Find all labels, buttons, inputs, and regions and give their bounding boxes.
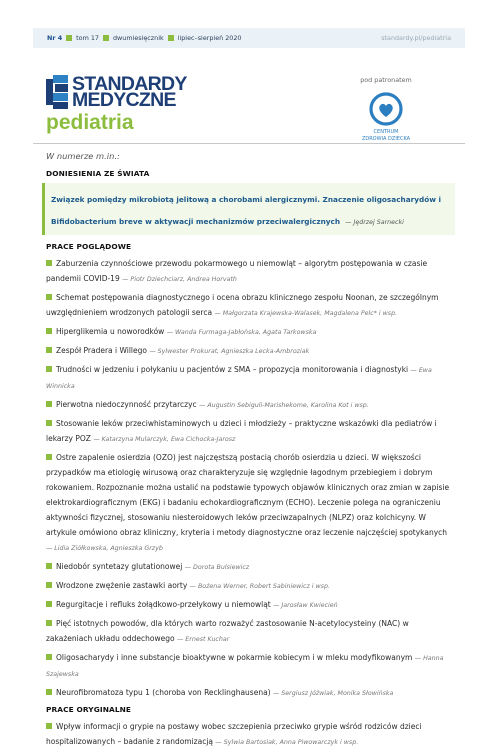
article-item[interactable] bbox=[46, 597, 450, 613]
article-authors: — Sergiusz Jóźwiak, Monika Słowińska bbox=[273, 690, 394, 697]
article-item[interactable] bbox=[46, 559, 450, 575]
square-bullet-icon bbox=[46, 620, 52, 626]
square-bullet-icon bbox=[46, 654, 52, 660]
featured-article-title[interactable]: Związek pomiędzy mikrobiotą jelitową a chorobami alergicznymi. Znaczenie oligosacharydów i Bifidobacterium breve w aktywacji mechanizmów przeciwalergicznych bbox=[51, 195, 442, 226]
article-authors: — Sylwia Bartosiak, Anna Piwowarczyk i wsp. bbox=[215, 739, 359, 746]
article-authors: — Ernest Kuchar bbox=[177, 636, 230, 643]
issue-frequency: dwumiesięcznik bbox=[112, 34, 164, 42]
square-bullet-icon bbox=[46, 260, 52, 266]
article-title[interactable]: Regurgitacje i refluks żołądkowo-przełykowy u niemowląt bbox=[56, 600, 271, 609]
patronage-block bbox=[354, 76, 418, 143]
patron-org-line-2: ZDROWIA DZIECKA bbox=[361, 136, 411, 142]
article-item[interactable] bbox=[46, 685, 450, 701]
article-title[interactable]: Zaburzenia czynnościowe przewodu pokarmowego u niemowląt – algorytm postępowania w czasie pandemii COVID-19 bbox=[46, 259, 428, 283]
article-title[interactable]: Neurofibromatoza typu 1 (choroba von Recklinghausena) bbox=[56, 688, 271, 697]
issue-meta bbox=[47, 34, 242, 42]
issue-number: Nr 4 bbox=[47, 34, 63, 42]
square-bullet-icon bbox=[46, 582, 52, 588]
publication-section-title: pediatria bbox=[46, 111, 134, 134]
article-title[interactable]: Niedobór syntetazy glutationowej bbox=[56, 562, 183, 571]
article-authors: — Lidia Ziółkowska, Agnieszka Grzyb bbox=[46, 545, 163, 552]
logo-line-2: MEDYCZNE bbox=[72, 89, 176, 111]
issue-date: lipiec–sierpień 2020 bbox=[177, 34, 242, 42]
article-title[interactable]: Hiperglikemia u noworodków bbox=[56, 327, 165, 336]
article-authors: — Bożena Werner, Robert Sabiniewicz i wsp. bbox=[189, 583, 330, 590]
featured-article-author: — Jędrzej Sarnecki bbox=[345, 218, 404, 226]
standardy-medyczne-logo bbox=[46, 74, 187, 110]
issue-info-bar bbox=[33, 28, 465, 48]
article-item[interactable] bbox=[46, 290, 450, 321]
issue-contents bbox=[46, 151, 450, 753]
patron-org-line-1: CENTRUM bbox=[373, 129, 399, 135]
article-title[interactable]: Zespół Pradera i Willego bbox=[56, 346, 147, 355]
square-bullet-icon bbox=[66, 35, 72, 41]
divider bbox=[33, 143, 465, 144]
article-title[interactable]: Wrodzone zwężenie zastawki aorty bbox=[56, 581, 188, 590]
article-title[interactable]: Stosowanie leków przeciwhistaminowych u dzieci i młodzieży – praktyczne wskazówki dla pediatrów i lekarzy POZ bbox=[46, 419, 437, 443]
article-authors: — Katarzyna Mularczyk, Ewa Cichocka-Jarosz bbox=[93, 436, 236, 443]
square-bullet-icon bbox=[46, 294, 52, 300]
square-bullet-icon bbox=[46, 420, 52, 426]
featured-article[interactable] bbox=[42, 183, 455, 235]
logo-mark-icon bbox=[46, 75, 68, 109]
article-item[interactable] bbox=[46, 362, 450, 394]
article-item[interactable] bbox=[46, 578, 450, 594]
article-authors: — Piotr Dziechciarz, Andrea Horvath bbox=[122, 276, 237, 283]
square-bullet-icon bbox=[46, 401, 52, 407]
patron-org-name bbox=[354, 129, 418, 143]
square-bullet-icon bbox=[46, 689, 52, 695]
article-title[interactable]: Schemat postępowania diagnostycznego i ocena obrazu klinicznego zespołu Noonan, ze szczególnym uwzględnieniem wrodzonych patologii serca bbox=[46, 293, 439, 317]
patronage-label: pod patronatem bbox=[360, 76, 412, 84]
article-item[interactable] bbox=[46, 343, 450, 359]
article-item[interactable] bbox=[46, 719, 450, 750]
article-item[interactable] bbox=[46, 256, 450, 287]
article-authors: — Jarosław Kwiecień bbox=[273, 602, 338, 609]
article-authors: — Hanna Szajewska bbox=[46, 655, 444, 678]
article-authors: — Dorota Bulsiewicz bbox=[184, 564, 250, 571]
article-title[interactable]: Oligosacharydy i inne substancje bioaktywne w pokarmie kobiecym i w mleku modyfikowanym bbox=[56, 653, 413, 662]
square-bullet-icon bbox=[46, 454, 52, 460]
article-authors: — Wanda Furmaga-Jabłońska, Agata Tarkowska bbox=[166, 329, 317, 336]
logo-line-1: STANDARDY bbox=[72, 73, 187, 95]
article-authors: — Małgorzata Krajewska-Walasek, Magdalena Pelc* i wsp. bbox=[214, 310, 398, 317]
article-title[interactable]: Pięć istotnych powodów, dla których warto rozważyć zastosowanie N-acetylocysteiny (NAC) w zakażeniach układu oddechowego bbox=[46, 619, 409, 643]
intro-text: W numerze m.in.: bbox=[46, 151, 120, 161]
article-item[interactable] bbox=[46, 397, 450, 413]
article-title[interactable]: Pierwotna niedoczynność przytarczyc bbox=[56, 400, 197, 409]
article-authors: — Augustin Sebiguli-Marishekome, Karolina Kot i wsp. bbox=[199, 402, 369, 409]
square-bullet-icon bbox=[168, 35, 174, 41]
article-item[interactable] bbox=[46, 324, 450, 340]
square-bullet-icon bbox=[46, 347, 52, 353]
square-bullet-icon bbox=[46, 563, 52, 569]
article-authors: — Ewa Winnicka bbox=[46, 367, 432, 390]
square-bullet-icon bbox=[46, 601, 52, 607]
article-item[interactable] bbox=[46, 650, 450, 682]
article-title[interactable]: Trudności w jedzeniu i połykaniu u pacjentów z SMA – propozycja monitorowania i diagnostyki bbox=[56, 365, 409, 374]
section-heading: PRACE POGLĄDOWE bbox=[46, 242, 132, 251]
section-heading: DONIESIENIA ZE ŚWIATA bbox=[46, 169, 150, 178]
square-bullet-icon bbox=[103, 35, 109, 41]
site-link[interactable]: standardy.pl/pediatria bbox=[381, 34, 451, 42]
issue-volume: tom 17 bbox=[76, 34, 99, 42]
article-authors: — Sylwester Prokurat, Agnieszka Lecka-Ambroziak bbox=[149, 348, 310, 355]
article-title[interactable]: Wpływ informacji o grypie na postawy wobec szczepienia przeciwko grypie wśród rodziców dzieci hospitalizowanych – badanie z randomizacją bbox=[46, 722, 422, 746]
square-bullet-icon bbox=[46, 328, 52, 334]
square-bullet-icon bbox=[46, 723, 52, 729]
square-bullet-icon bbox=[46, 366, 52, 372]
heart-emblem-icon bbox=[369, 92, 403, 126]
article-item[interactable] bbox=[46, 616, 450, 647]
section-heading: PRACE ORYGINALNE bbox=[46, 705, 132, 714]
article-title[interactable]: Ostre zapalenie osierdzia (OZO) jest najczęstszą postacią chorób osierdzia u dzieci. W większości przypadków ma etiologię wirusową oraz charakteryzuje się względnie łagodnym przebiegiem i dobrym rokowaniem. Rozpoznanie można ustalić na podstawie typowych objawów klinicznych oraz zmian w zapisie elektrokardiograficznym (EKG) i badaniu echokardiograficznym (ECHO). Leczenie polega na ograniczeniu aktywności fizycznej, stosowaniu niesteroidowych leków przeciwzapalnych (NLPZ) oraz kolchicyny. W artykule omówiono obraz kliniczny, kryteria i metody diagnostyczne oraz leczenie najczęściej spotykanych bbox=[46, 453, 450, 537]
article-item[interactable] bbox=[46, 416, 450, 447]
article-item[interactable] bbox=[46, 450, 450, 556]
